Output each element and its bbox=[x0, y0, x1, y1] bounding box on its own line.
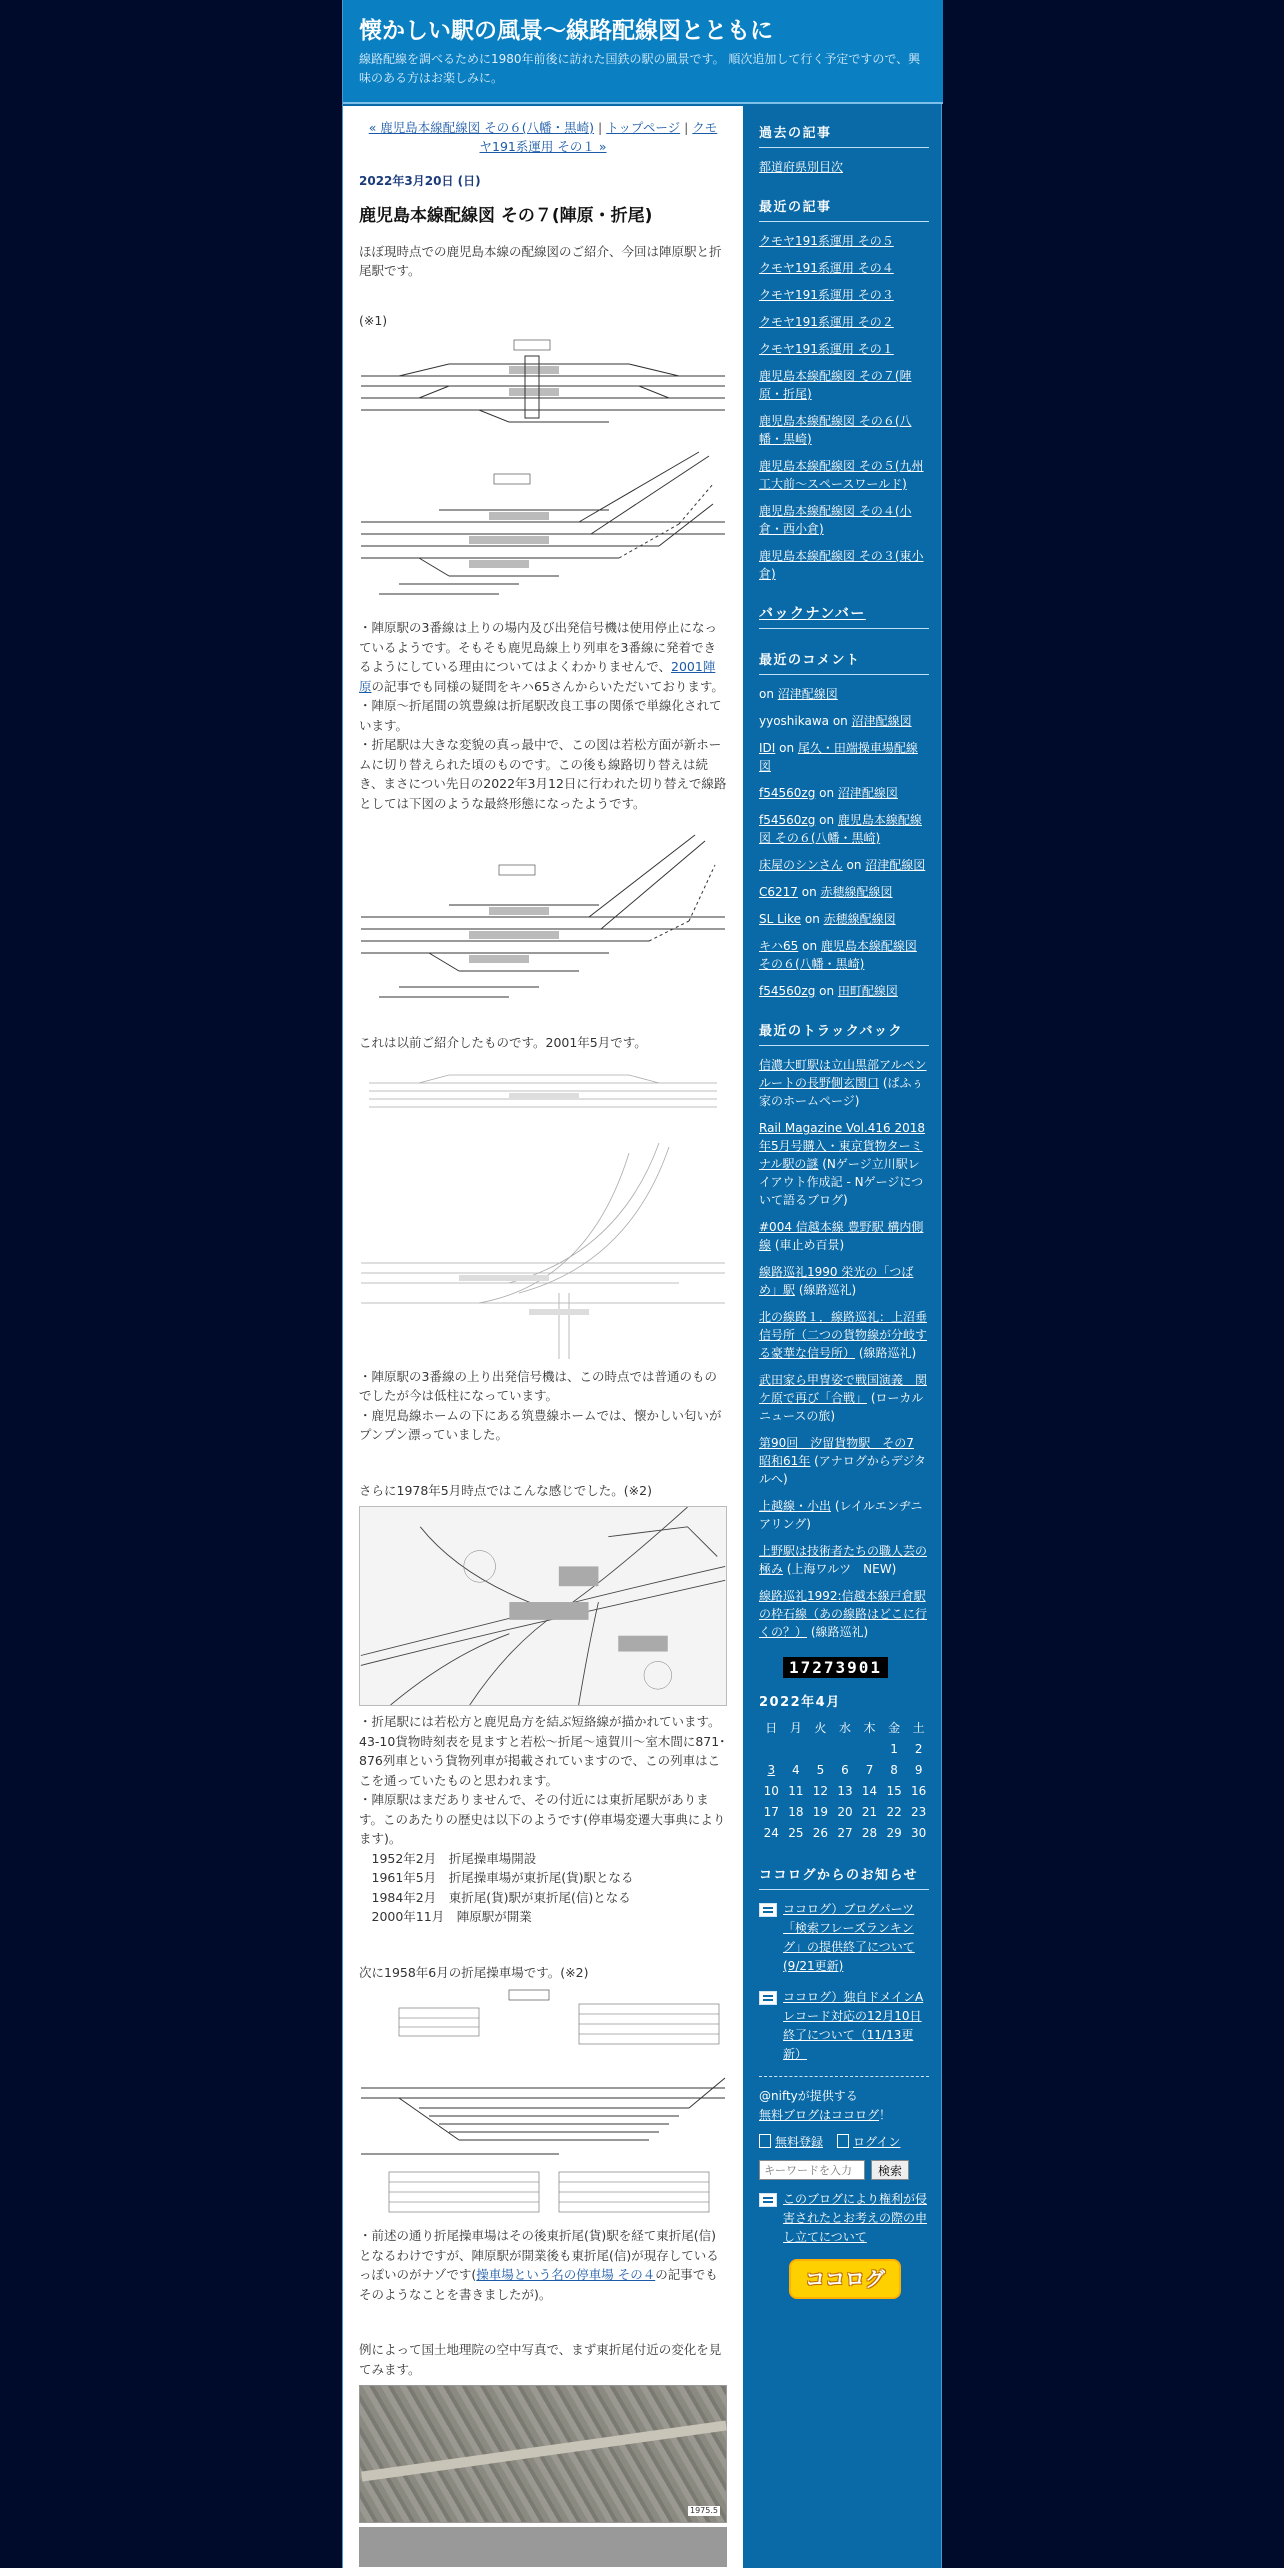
calendar-day: 5 bbox=[816, 1763, 825, 1777]
backnumber-section bbox=[759, 605, 929, 629]
trackback-source: (線路巡礼) bbox=[807, 1625, 869, 1639]
top-page-link[interactable]: トップページ bbox=[606, 120, 681, 135]
trackback-link[interactable]: 上野駅は技術者たちの職人芸の極み bbox=[759, 1544, 928, 1576]
comment-item bbox=[759, 910, 929, 928]
notice-link[interactable]: ココログ）ブログパーツ「検索フレーズランキング」の提供終了について(9/21更新) bbox=[783, 1902, 915, 1973]
signup-item bbox=[759, 2133, 823, 2152]
calendar-weekday: 月 bbox=[789, 1721, 802, 1735]
aerial-photo-1975[interactable] bbox=[359, 2385, 727, 2523]
comment-item bbox=[759, 712, 929, 730]
comment-post-link[interactable]: 田町配線図 bbox=[837, 984, 898, 998]
recent-article-link[interactable]: 鹿児島本線配線図 その６(八幡・黒崎) bbox=[759, 414, 912, 446]
calendar-title: 2022年4月 bbox=[759, 1695, 841, 1710]
sidebar-heading: 最近の記事 bbox=[759, 198, 929, 222]
comment-on: on bbox=[815, 786, 838, 800]
trackback-link[interactable]: 線路巡礼1990 栄光の「つばめ」駅 bbox=[759, 1265, 914, 1297]
trackback-item bbox=[759, 1542, 929, 1578]
recent-comments-section bbox=[759, 651, 929, 1000]
calendar-day: 21 bbox=[861, 1805, 878, 1819]
recent-trackbacks-section bbox=[759, 1022, 929, 1641]
calendar-day: 16 bbox=[911, 1784, 927, 1798]
jinbaru-track-diagram[interactable] bbox=[359, 336, 727, 432]
calendar-day: 11 bbox=[788, 1784, 804, 1798]
post-paragraph-7 bbox=[359, 2226, 727, 2304]
post-intro: ほぼ現時点での鹿児島本線の配線図のご紹介、今回は陣原駅と折尾駅です。 bbox=[359, 243, 722, 278]
calendar-day bbox=[808, 1739, 833, 1760]
comment-post-link[interactable]: 沼津配線図 bbox=[777, 687, 838, 701]
trackback-source: (ぱふぅ家のホームページ) bbox=[759, 1076, 924, 1108]
calendar-day: 25 bbox=[788, 1826, 804, 1840]
comment-author-link[interactable]: f54560zg bbox=[759, 786, 816, 800]
calendar-week-row bbox=[759, 1781, 931, 1802]
calendar-day: 17 bbox=[763, 1805, 779, 1819]
trackback-link[interactable]: Rail Magazine Vol.416 2018年5月号購入・東京貨物ターミナル駅の謎 bbox=[759, 1121, 926, 1171]
calendar-day: 13 bbox=[837, 1784, 853, 1798]
comment-post-link[interactable]: 鹿児島本線配線図 その６(八幡・黒崎) bbox=[759, 813, 922, 845]
free-blog-link[interactable]: 無料ブログはココログ bbox=[759, 2108, 880, 2122]
calendar-day: 7 bbox=[865, 1763, 874, 1777]
main-content bbox=[343, 106, 743, 2568]
comment-author-link[interactable]: f54560zg bbox=[759, 984, 816, 998]
comment-author-link[interactable]: 床屋のシンさん bbox=[759, 858, 843, 872]
access-counter: 17273901 bbox=[783, 1657, 888, 1678]
sidebar-heading: 最近のトラックバック bbox=[759, 1022, 929, 1046]
calendar bbox=[759, 1718, 931, 1844]
calendar-week-row bbox=[759, 1760, 931, 1781]
signup-link[interactable]: 無料登録 bbox=[775, 2135, 824, 2149]
calendar-day: 2 bbox=[914, 1742, 923, 1756]
post-paragraph-1 bbox=[359, 618, 727, 813]
comment-on: on bbox=[815, 984, 838, 998]
calendar-day: 24 bbox=[763, 1826, 779, 1840]
post-paragraph-6: 次に1958年6月の折尾操車場です。(※2) bbox=[359, 1964, 589, 1980]
rights-report-link[interactable]: このブログにより権利が侵害されたとお考えの際の申し立てについて bbox=[783, 2192, 928, 2244]
orio-2001-diagram[interactable] bbox=[359, 1133, 727, 1365]
trackback-link[interactable]: 線路巡礼1992:信越本線戸倉駅の枠石線（あの線路はどこに行くの？） bbox=[759, 1589, 928, 1639]
calendar-week-row bbox=[759, 1823, 931, 1844]
calendar-week-row bbox=[759, 1802, 931, 1823]
login-icon bbox=[837, 2134, 849, 2148]
post-paragraph-5: ・折尾駅には若松方と鹿児島方を結ぶ短絡線が描かれています。43-10貨物時刻表を見ますと若松～折尾～遠賀川～室木間に871･876列車という貨物列車が掲載されていますので、この列車はここを通っていたものと思われます。 ・陣原駅はまだありませんで、その付近には東折尾駅があります。このあたりの歴史は以下のようです(停車場変遷大事典により ます)。 1952年2月 折尾操車場開設 1961年5月 折尾操車場が東折尾(貨)駅となる 1984年2月 東折尾(貨)駅が東折尾(信)となる 2000年11月 陣原駅が開業 bbox=[359, 1714, 726, 1924]
notice-item bbox=[759, 1900, 929, 1976]
trackback-item bbox=[759, 1218, 929, 1254]
comment-on: on bbox=[829, 714, 852, 728]
calendar-day: 15 bbox=[886, 1784, 902, 1798]
search-button[interactable]: 検索 bbox=[871, 2160, 909, 2180]
calendar-day: 20 bbox=[837, 1805, 853, 1819]
comment-item bbox=[759, 811, 929, 847]
notice-icon bbox=[759, 1991, 777, 2005]
comment-on: on bbox=[815, 813, 838, 827]
sidebar-heading: ココログからのお知らせ bbox=[759, 1866, 929, 1890]
comment-on: on bbox=[798, 939, 821, 953]
trackback-link[interactable]: 第90回 汐留貨物駅 その7 昭和61年 bbox=[759, 1436, 914, 1468]
trackback-item bbox=[759, 1119, 929, 1209]
orio-track-diagram[interactable] bbox=[359, 444, 727, 612]
calendar-day: 30 bbox=[911, 1826, 927, 1840]
trackback-link[interactable]: 上越線・小出 bbox=[759, 1499, 832, 1513]
notice-item bbox=[759, 1988, 929, 2064]
comment-item bbox=[759, 982, 929, 1000]
comment-author: yyoshikawa bbox=[759, 714, 829, 728]
paragraph-text: ・前述の通り折尾操車場はその後東折尾(貨)駅を経て東折尾(信)となるわけですが、陣原駅が開業後も東折尾(信)が現存しているっぽいのがナゾです( bbox=[359, 2228, 719, 2282]
calendar-weekday: 土 bbox=[912, 1721, 925, 1735]
comment-on: on bbox=[759, 687, 778, 701]
calendar-weekday: 火 bbox=[814, 1721, 827, 1735]
past-articles-section bbox=[759, 124, 929, 176]
comment-item bbox=[759, 739, 929, 775]
login-item bbox=[837, 2133, 900, 2152]
prev-post-link[interactable]: « 鹿児島本線配線図 その６(八幡・黒崎) bbox=[368, 120, 595, 135]
orio-1978-map[interactable] bbox=[359, 1506, 727, 1706]
comment-item bbox=[759, 856, 929, 874]
trackback-link[interactable]: 北の線路１．線路巡礼：上沼垂信号所（二つの貨物線が分岐する豪華な信号所） bbox=[759, 1310, 928, 1360]
jinbaru-2001-diagram[interactable] bbox=[359, 1059, 727, 1121]
trackback-item bbox=[759, 1371, 929, 1425]
calendar-day: 12 bbox=[812, 1784, 829, 1798]
page-container bbox=[342, 0, 942, 2568]
recent-article-link[interactable]: クモヤ191系運用 その１ bbox=[759, 342, 894, 356]
post-title[interactable]: 鹿児島本線配線図 その７(陣原・折尾) bbox=[359, 205, 653, 226]
comment-author-link[interactable]: IDI bbox=[759, 741, 776, 755]
blog-banner bbox=[343, 0, 943, 104]
calendar-day: 8 bbox=[890, 1763, 898, 1777]
nav-separator: | bbox=[594, 120, 607, 135]
cocolog-news-section bbox=[759, 1866, 929, 2299]
orio-final-track-diagram[interactable] bbox=[359, 825, 727, 1013]
sidebar bbox=[743, 106, 943, 2321]
past-article-link[interactable]: 都道府県別目次 bbox=[759, 160, 844, 174]
recent-article-link[interactable]: 鹿児島本線配線図 その５(九州工大前～スペースワールド) bbox=[759, 459, 924, 491]
comment-on: on bbox=[842, 858, 866, 872]
comment-post-link[interactable]: 尾久・田端操車場配線図 bbox=[759, 741, 918, 773]
nav-separator: | bbox=[680, 120, 693, 135]
recent-article-link[interactable]: 鹿児島本線配線図 その４(小倉・西小倉) bbox=[759, 504, 912, 536]
recent-article-link[interactable]: クモヤ191系運用 その２ bbox=[759, 315, 894, 329]
comment-item bbox=[759, 883, 929, 901]
next-post-link[interactable]: クモヤ191系運用 その１ » bbox=[479, 120, 718, 154]
paragraph-text: の記事でも同様の疑問をキハ65さんからいただいております。 ・陣原～折尾間の筑豊線は折尾駅改良工事の関係で単線化されています。 ・折尾駅は大きな変貌の真っ最中で、この図は若松方面が新ホームに切り替えられた頃のものです。この後も線路切り替えは続き、まさについ先日の2022年3月12日に行われた切り替えで線路としては下図のような最終形態になったようです。 bbox=[359, 678, 727, 811]
comment-item bbox=[759, 685, 929, 703]
calendar-day: 14 bbox=[861, 1784, 878, 1798]
trackback-source: (レイルエンヂニアリング) bbox=[759, 1499, 923, 1531]
comment-author-link[interactable]: f54560zg bbox=[759, 813, 816, 827]
comment-author-link[interactable]: キハ65 bbox=[759, 939, 799, 953]
orio-yard-1958-diagram[interactable] bbox=[359, 1988, 727, 2220]
login-link[interactable]: ログイン bbox=[853, 2135, 901, 2149]
calendar-day: 19 bbox=[812, 1805, 829, 1819]
comment-post-link[interactable]: 赤穂線配線図 bbox=[820, 885, 893, 899]
search-form bbox=[759, 2160, 929, 2180]
calendar-day: 6 bbox=[841, 1763, 849, 1777]
article-link-2001-jinbaru[interactable]: 2001陣原 bbox=[359, 659, 716, 694]
calendar-day bbox=[833, 1739, 858, 1760]
sidebar-heading: 過去の記事 bbox=[759, 124, 929, 148]
trackback-source: (線路巡礼) bbox=[855, 1346, 917, 1360]
comment-on: on bbox=[801, 912, 824, 926]
notice-link[interactable]: ココログ）独自ドメインAレコード対応の12月10日終了について（11/13更新） bbox=[783, 1990, 924, 2061]
recent-article-link[interactable]: クモヤ191系運用 その５ bbox=[759, 234, 894, 248]
post-date: 2022年3月20日 (日) bbox=[359, 174, 481, 188]
photo-date-label: 1975.5 bbox=[690, 2506, 718, 2515]
trackback-source: (ローカルニュースの旅) bbox=[759, 1391, 924, 1423]
trackback-source: (Nゲージ立川駅レイアウト作成記 - Nゲージについて語るブログ) bbox=[759, 1157, 924, 1207]
comment-on: on bbox=[775, 741, 798, 755]
comment-post-link[interactable]: 鹿児島本線配線図 その６(八幡・黒崎) bbox=[759, 939, 917, 971]
trackback-link[interactable]: #004 信越本線 豊野駅 構内側線 bbox=[759, 1220, 924, 1252]
trackback-source: (上海ワルツ NEW) bbox=[783, 1562, 897, 1576]
backnumber-link-text[interactable]: バックナンバー bbox=[759, 606, 866, 622]
comment-post-link[interactable]: 赤穂線配線図 bbox=[823, 912, 896, 926]
blog-title[interactable]: 懐かしい駅の風景～線路配線図とともに bbox=[359, 18, 773, 44]
nifty-exclaim: ！ bbox=[879, 2108, 892, 2122]
trackback-item bbox=[759, 1434, 929, 1488]
post-navigation bbox=[359, 118, 727, 156]
calendar-day: 9 bbox=[914, 1763, 923, 1777]
trackback-link[interactable]: 武田家ら甲冑姿で戦国演義 関ケ原で再び「合戦」 bbox=[759, 1373, 928, 1405]
comment-post-link[interactable]: 沼津配線図 bbox=[851, 714, 912, 728]
comment-item bbox=[759, 784, 929, 802]
recent-article-link[interactable]: クモヤ191系運用 その４ bbox=[759, 261, 894, 275]
trackback-item bbox=[759, 1263, 929, 1299]
calendar-day bbox=[759, 1739, 784, 1760]
calendar-weekday: 木 bbox=[863, 1721, 876, 1735]
photo-rail-line bbox=[361, 2420, 727, 2481]
calendar-day: 28 bbox=[861, 1826, 878, 1840]
account-links bbox=[759, 2133, 929, 2152]
comment-post-link[interactable]: 沼津配線図 bbox=[865, 858, 926, 872]
calendar-day: 29 bbox=[886, 1826, 902, 1840]
comment-post-link[interactable]: 沼津配線図 bbox=[837, 786, 898, 800]
post-paragraph-8: 例によって国土地理院の空中写真で、まず東折尾付近の変化を見てみます。 bbox=[359, 2342, 722, 2377]
calendar-day: 10 bbox=[763, 1784, 779, 1798]
calendar-day bbox=[784, 1739, 809, 1760]
post-paragraph-4: さらに1978年5月時点ではこんな感じでした。(※2) bbox=[359, 1482, 652, 1498]
trackback-link[interactable]: 信濃大町駅は立山黒部アルペンルートの長野側玄関口 bbox=[759, 1058, 927, 1090]
divider bbox=[759, 2076, 929, 2077]
trackback-item bbox=[759, 1308, 929, 1362]
calendar-day: 22 bbox=[886, 1805, 902, 1819]
signup-icon bbox=[759, 2134, 771, 2148]
recent-article-link[interactable]: 鹿児島本線配線図 その３(東小倉) bbox=[759, 549, 924, 581]
search-input[interactable] bbox=[759, 2160, 865, 2180]
calendar-day-link-text[interactable]: 3 bbox=[767, 1763, 776, 1777]
access-counter-wrap bbox=[783, 1657, 929, 1679]
calendar-day: 23 bbox=[911, 1805, 927, 1819]
trackback-source: (車止め百景) bbox=[771, 1238, 845, 1252]
recent-article-link[interactable]: 鹿児島本線配線図 その７(陣原・折尾) bbox=[759, 369, 912, 401]
calendar-day: 4 bbox=[792, 1763, 800, 1777]
calendar-section bbox=[759, 1693, 929, 1844]
cocolog-logo[interactable]: ココログ bbox=[789, 2259, 901, 2299]
article-link-yard-station-4[interactable]: 操車場という名の停車場 その４ bbox=[476, 2267, 656, 2282]
post-paragraph-2: これは以前ご紹介したものです。2001年5月です。 bbox=[359, 1035, 647, 1050]
trackback-source: (線路巡礼) bbox=[795, 1283, 857, 1297]
nifty-free-blog bbox=[759, 2106, 929, 2125]
report-item bbox=[759, 2190, 929, 2247]
post-paragraph-3: ・陣原駅の3番線の上り出発信号機は、この時点では普通のものでしたが今は低柱になっています。 ・鹿児島線ホームの下にある筑豊線ホームでは、懐かしい匂いがプンプン漂っていました。 bbox=[359, 1368, 722, 1442]
calendar-header-row bbox=[759, 1718, 931, 1739]
calendar-day-link[interactable] bbox=[759, 1760, 784, 1781]
calendar-weekday: 日 bbox=[765, 1721, 778, 1735]
calendar-day: 27 bbox=[837, 1826, 853, 1840]
calendar-day: 26 bbox=[812, 1826, 829, 1840]
comment-author-link[interactable]: C6217 bbox=[759, 885, 798, 899]
trackback-source: (アナログからデジタルへ) bbox=[759, 1454, 927, 1486]
notice-icon bbox=[759, 1903, 777, 1917]
paragraph-text: の記事でもそのようなことを書きましたが)。 bbox=[359, 2267, 718, 2302]
note-ref-1: (※1) bbox=[359, 312, 388, 328]
calendar-week-row bbox=[759, 1739, 931, 1760]
trackback-item bbox=[759, 1497, 929, 1533]
calendar-weekday: 水 bbox=[838, 1721, 851, 1735]
nifty-line: @niftyが提供する bbox=[759, 2089, 858, 2103]
calendar-day bbox=[857, 1739, 882, 1760]
sidebar-heading: 最近のコメント bbox=[759, 651, 929, 675]
paragraph-text: ・陣原駅の3番線は上りの場内及び出発信号機は使用停止になっているようです。そもそも鹿児島線上り列車を3番線に発着できるようにしている理由についてはよくわかりませんで、 bbox=[359, 620, 717, 674]
comment-author-link[interactable]: SL Like bbox=[759, 912, 802, 926]
recent-article-link[interactable]: クモヤ191系運用 その３ bbox=[759, 288, 894, 302]
calendar-weekday: 金 bbox=[888, 1721, 901, 1735]
notice-icon bbox=[759, 2193, 777, 2207]
trackback-item bbox=[759, 1587, 929, 1641]
recent-articles-section bbox=[759, 198, 929, 583]
calendar-day: 18 bbox=[788, 1805, 804, 1819]
trackback-item bbox=[759, 1056, 929, 1110]
aerial-photo-2[interactable] bbox=[359, 2527, 727, 2567]
comment-on: on bbox=[797, 885, 821, 899]
calendar-day: 1 bbox=[890, 1742, 898, 1756]
backnumber-link[interactable] bbox=[759, 605, 929, 629]
comment-item bbox=[759, 937, 929, 973]
blog-description: 線路配線を調べるために1980年前後に訪れた国鉄の駅の風景です。 順次追加して行く予定ですので、興味のある方はお楽しみに。 bbox=[359, 52, 921, 85]
